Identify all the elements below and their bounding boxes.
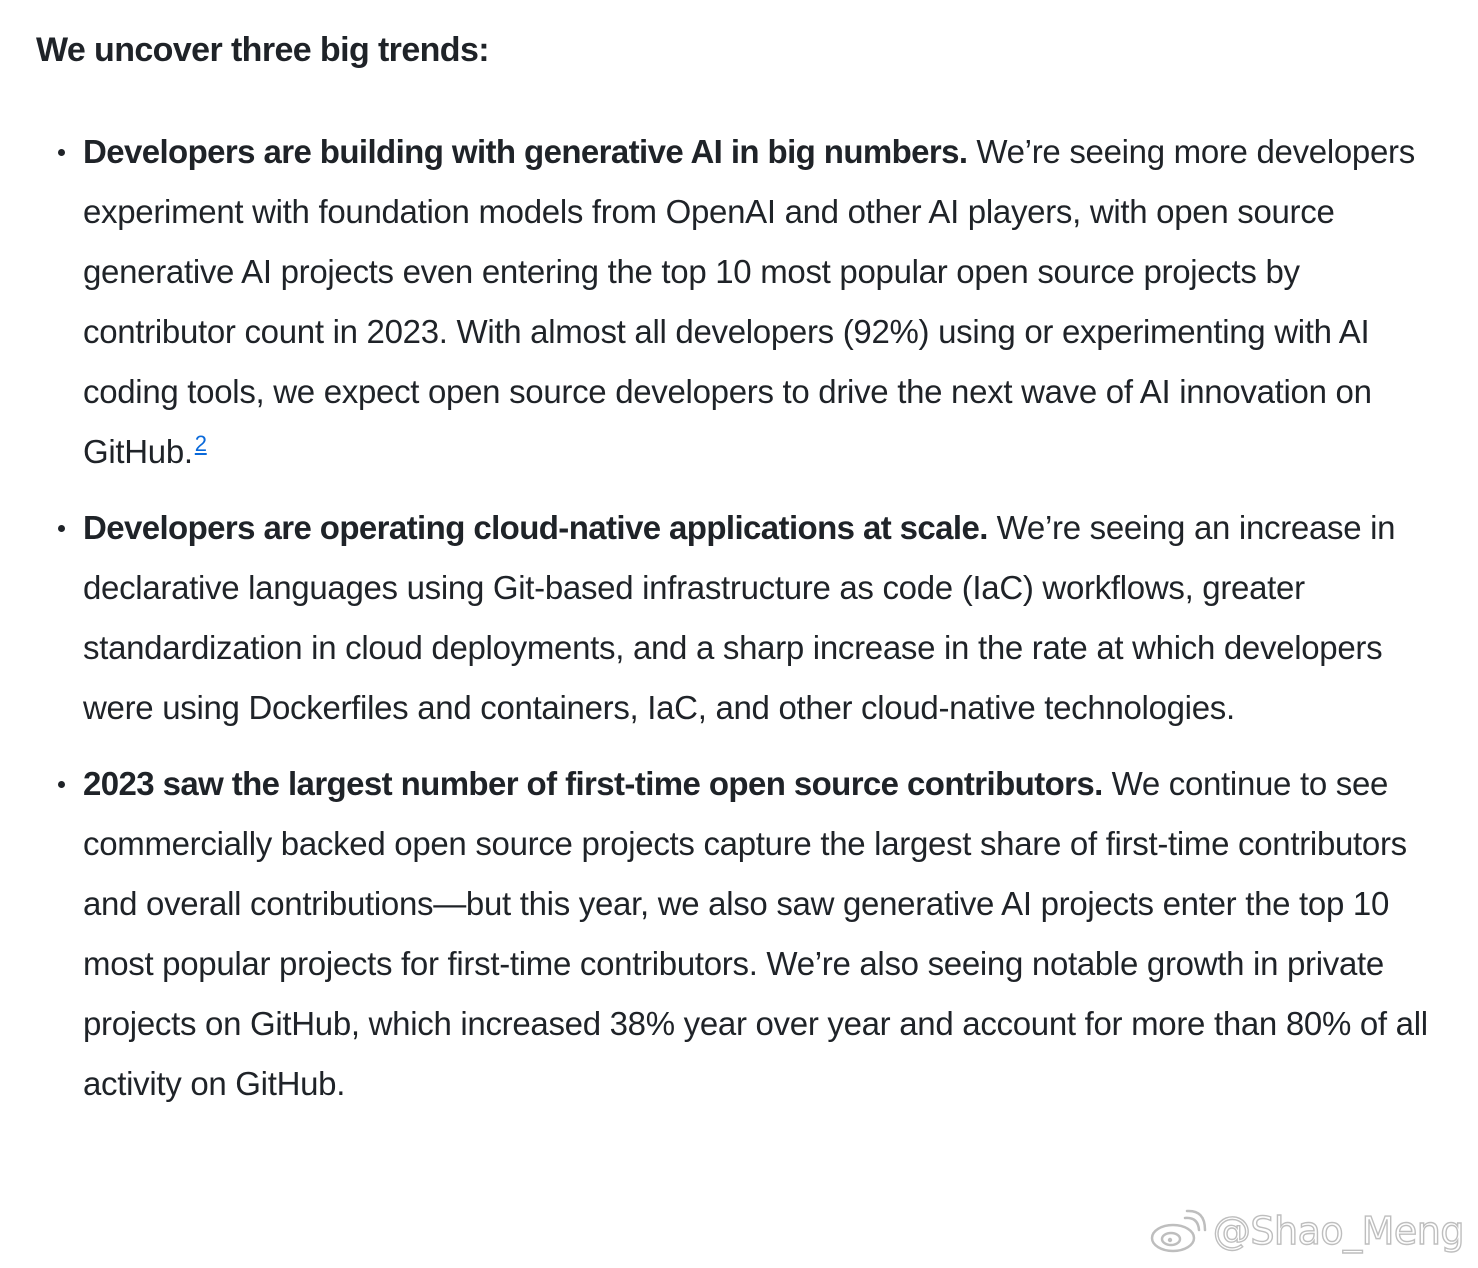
- trend-lead: 2023 saw the largest number of first-time open source contributors.: [83, 765, 1103, 802]
- article: [36, 22, 1436, 1130]
- bullet-icon: [58, 781, 65, 788]
- trend-body: We’re seeing an increase in declarative languages using Git-based infrastructure as code (IaC) workflows, greater standardization in cloud deployments, and a sharp increase in the rate at which developers were using Dockerfiles and containers, IaC, and other cloud-native technologies.: [83, 509, 1396, 726]
- list-item: [36, 122, 1436, 482]
- bullet-icon: [58, 525, 65, 532]
- trend-lead: Developers are building with generative AI in big numbers.: [83, 133, 968, 170]
- footnote-link[interactable]: 2: [194, 431, 207, 456]
- list-item: [36, 498, 1436, 738]
- trend-list: [36, 122, 1436, 1114]
- watermark: [1149, 1208, 1464, 1254]
- list-item: [36, 754, 1436, 1114]
- section-heading: We uncover three big trends:: [36, 31, 489, 69]
- trend-body: We’re seeing more developers experiment with foundation models from OpenAI and other AI players, with open source generative AI projects even entering the top 10 most popular open source projects by contributor count in 2023. With almost all developers (92%) using or experimenting with AI coding tools, we expect open source developers to drive the next wave of AI innovation on GitHub.: [83, 133, 1415, 470]
- watermark-text: @Shao_Meng: [1212, 1209, 1464, 1253]
- bullet-icon: [58, 149, 65, 156]
- trend-body: We continue to see commercially backed open source projects capture the largest share of first-time contributors and overall contributions—but this year, we also saw generative AI projects enter the top 10 most popular projects for first-time contributors. We’re also seeing notable growth in private projects on GitHub, which increased 38% year over year and account for more than 80% of all activity on GitHub.: [83, 765, 1428, 1102]
- trend-lead: Developers are operating cloud-native applications at scale.: [83, 509, 988, 546]
- weibo-icon: [1149, 1208, 1207, 1254]
